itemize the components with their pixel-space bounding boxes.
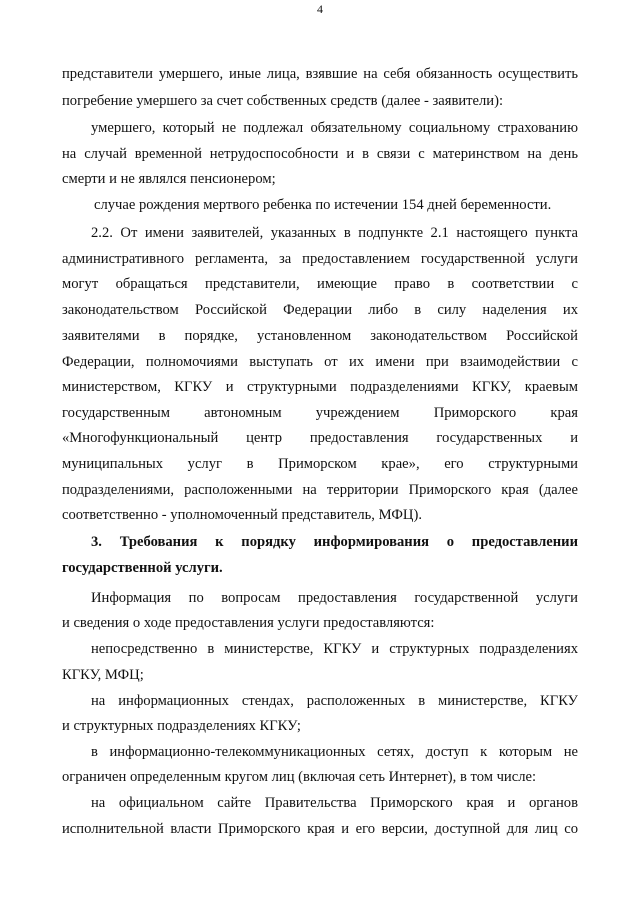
text-line: на официальном сайте Правительства Приморского края и органов xyxy=(91,795,578,811)
text-line: на информационных стендах, расположенных в министерстве, КГКУ xyxy=(91,693,578,709)
text-line: исполнительной власти Приморского края и его версии, доступной для лиц со xyxy=(62,821,578,837)
page-number: 4 xyxy=(317,2,323,16)
text-line: КГКУ, МФЦ; xyxy=(62,667,144,683)
text-line: законодательством Российской Федерации либо в силу наделения их xyxy=(62,302,578,318)
text-line: заявителями в порядке, установленном законодательством Российской xyxy=(62,328,578,344)
text-line: «Многофункциональный центр предоставления государственных и xyxy=(62,430,578,446)
text-line: и сведения о ходе предоставления услуги предоставляются: xyxy=(62,615,435,631)
text-line: погребение умершего за счет собственных средств (далее - заявители): xyxy=(62,93,504,109)
text-line: на случай временной нетрудоспособности и в связи с материнством на день xyxy=(62,146,578,162)
text-line: Федерации, полномочиями выступать от их имени при взаимодействии с xyxy=(62,354,578,370)
text-line: подразделениями, расположенными на территории Приморского края (далее xyxy=(62,482,578,498)
text-line: случае рождения мертвого ребенка по истечении 154 дней беременности. xyxy=(94,197,552,213)
text-line: могут обращаться представители, имеющие право в соответствии с xyxy=(62,276,578,292)
text-line: Информация по вопросам предоставления государственной услуги xyxy=(91,590,578,606)
text-line: государственным автономным учреждением Приморского края xyxy=(62,405,578,421)
text-line: и структурных подразделениях КГКУ; xyxy=(62,718,301,734)
text-line: муниципальных услуг в Приморском крае», его структурными xyxy=(62,456,578,472)
text-line: умершего, который не подлежал обязательному социальному страхованию xyxy=(91,120,578,136)
text-line: смерти и не являлся пенсионером; xyxy=(62,171,276,187)
text-line: в информационно-телекоммуникационных сетях, доступ к которым не xyxy=(91,744,578,760)
text-line: государственной услуги. xyxy=(62,560,223,576)
text-line: соответственно - уполномоченный представитель, МФЦ). xyxy=(62,507,422,523)
text-line: представители умершего, иные лица, взявшие на себя обязанность осуществить xyxy=(62,66,578,82)
text-line: непосредственно в министерстве, КГКУ и структурных подразделениях xyxy=(91,641,578,657)
text-line: 2.2. От имени заявителей, указанных в подпункте 2.1 настоящего пункта xyxy=(91,225,578,241)
text-line: 3. Требования к порядку информирования о предоставлении xyxy=(91,534,578,550)
text-line: административного регламента, за предоставлением государственной услуги xyxy=(62,251,578,267)
text-line: министерством, КГКУ и структурными подразделениями КГКУ, краевым xyxy=(62,379,578,395)
text-line: ограничен определенным кругом лиц (включая сеть Интернет), в том числе: xyxy=(62,769,537,785)
